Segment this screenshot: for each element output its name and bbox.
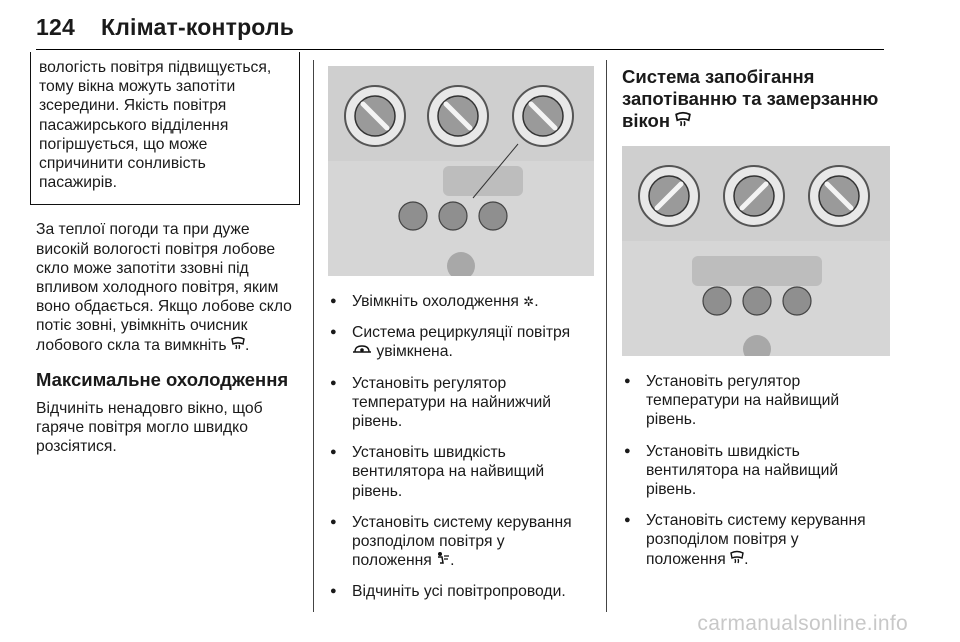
warning-line: зсередини. Якість повітря [39,97,227,115]
list-item: ● Увімкніть охолодження ✲. [328,292,594,311]
section-heading-defog: Система запобігання запотіванню та замерзанню вікон [622,66,879,131]
windscreen-defrost-icon [675,110,691,131]
paragraph-window [36,399,298,457]
text-line: гаряче повітря могло швидко [36,419,248,437]
text-line: високій вологості повітря лобове [36,240,276,258]
list-item: ● Установіть регулятор температури на найвищий рівень. [622,372,890,430]
warning-line: погіршується, що може [39,135,208,153]
text-line: воно обдається. Якщо лобове скло [36,298,292,316]
text-line: впливом холодного повітря, яким [36,279,279,297]
vent-face-icon [436,552,450,569]
defog-steps [622,372,890,569]
list-item: ● Установіть регулятор температури на найнижчий рівень. [328,374,594,432]
snowflake-icon: ✲ [523,294,535,309]
text-line: лобового скла та вимкніть [36,336,227,354]
windscreen-defrost-icon [231,337,245,354]
watermark: carmanualsonline.info [697,612,908,635]
text-line: потіє зовні, увімкніть очисник [36,317,248,335]
windscreen-defrost-icon [730,551,744,568]
column-1 [36,52,298,456]
list-item: ● Установіть систему керування розподілом повітря у положення . [622,511,890,569]
column-divider-2 [606,60,607,612]
warning-line: пасажирського відділення [39,116,229,134]
page-number: 124 [36,14,75,40]
max-cooling-steps [328,292,594,602]
header-rule [36,49,884,50]
page-header [36,14,294,41]
list-item: ● Система рециркуляції повітря увімкнена. [328,323,594,361]
page-title: Клімат-контроль [100,14,295,40]
column-3 [622,52,890,581]
warning-line: пасажирів. [39,174,117,192]
text-line: За теплої погоди та при дуже [36,221,250,239]
list-item: ● Установіть швидкість вентилятора на найвищий рівень. [622,442,890,500]
warning-line: тому вікна можуть запотіти [39,78,236,96]
recirculation-icon [352,343,372,360]
text-line: скло може запотіти ззовні під [36,259,249,277]
text-line: розсіятися. [36,438,117,456]
climate-control-panel-illustration [328,66,594,276]
warning-line: спричинити сонливість [39,155,206,173]
climate-control-panel-illustration [622,146,890,356]
column-2 [328,52,594,614]
list-item: ● Установіть систему керування розподілом повітря у положення . [328,513,594,571]
column-divider-1 [313,60,314,612]
warning-line: вологість повітря підвищується, [39,59,272,76]
section-heading-max-cooling: Максимальне охолодження [36,368,289,390]
text-line: Відчиніть ненадовго вікно, щоб [36,399,263,417]
paragraph-humidity: За теплої погоди та при дуже високій вологості повітря лобове скло може запотіти ззовні під впливом холодного повітря, яким воно обдається. Якщо лобове скло потіє зовні, увімкніть очисник лобового скла та вимкніть . [36,220,298,354]
warning-box [30,52,300,205]
list-item: ● Відчиніть усі повітропроводи. [328,582,594,601]
list-item: ● Установіть швидкість вентилятора на найвищий рівень. [328,443,594,501]
